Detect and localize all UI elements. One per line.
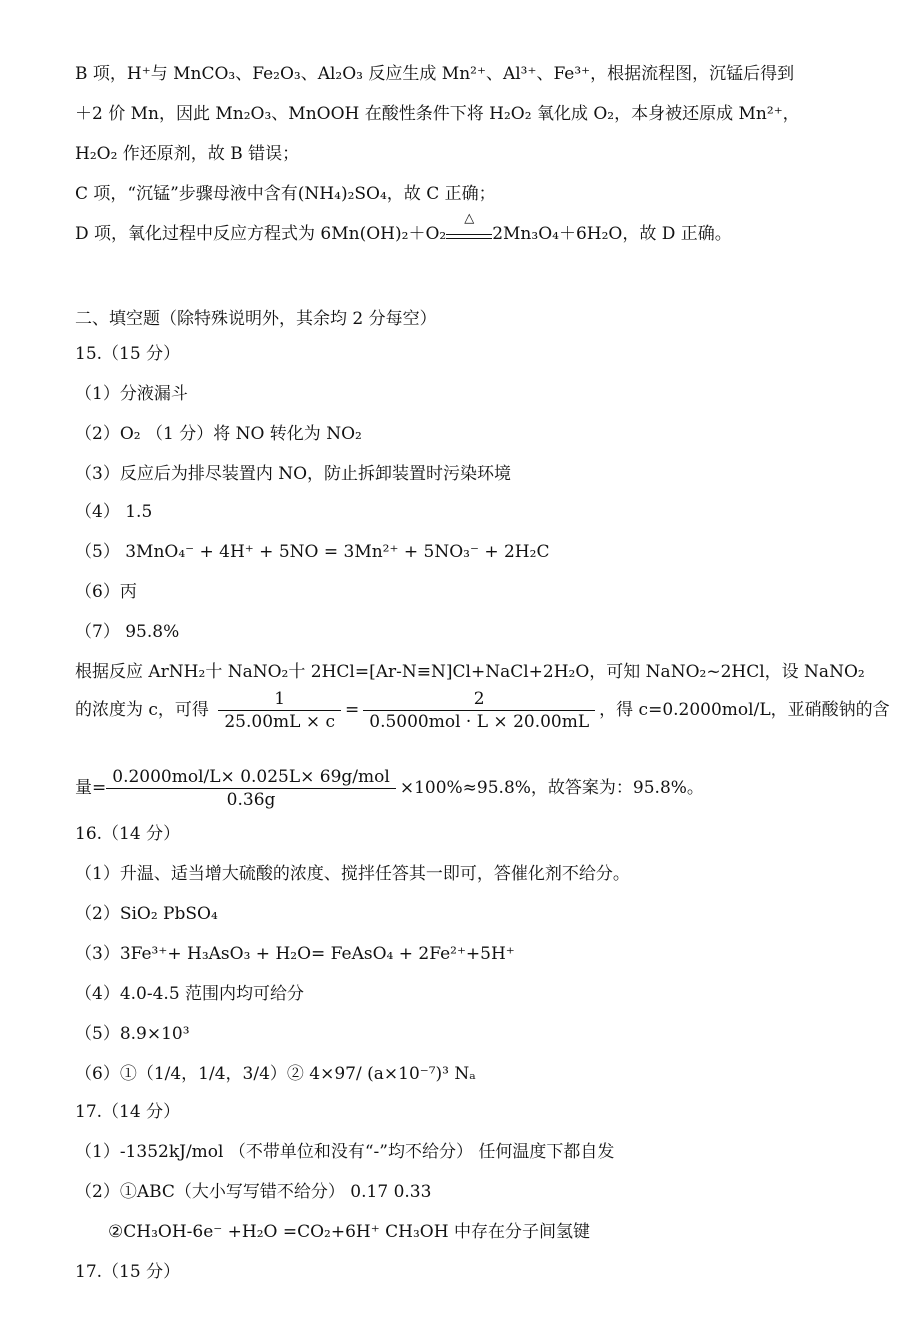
answer-line: （4）4.0-4.5 范围内均可给分 xyxy=(75,984,305,1004)
answer-line: （3）反应后为排尽装置内 NO，防止拆卸装置时污染环境 xyxy=(75,464,512,484)
explanation-text: 的浓度为 c，可得 xyxy=(75,700,209,720)
text-line: H₂O₂ 作还原剂，故 B 错误； xyxy=(75,144,300,164)
explanation-fraction-line xyxy=(75,764,840,812)
text-line: ＋2 价 Mn，因此 Mn₂O₃、MnOOH 在酸性条件下将 H₂O₂ 氧化成 O₂，本身被还原成 Mn²⁺， xyxy=(75,104,800,124)
answer-line: （3）3Fe³⁺+ H₃AsO₃ + H₂O= FeAsO₄ + 2Fe²⁺+5H⁺ xyxy=(75,944,515,964)
fraction xyxy=(106,766,396,811)
fraction-denominator: 25.00mL × c xyxy=(224,712,335,732)
answer-line: （6）丙 xyxy=(75,582,137,602)
equation-right: 2Mn₃O₄＋6H₂O，故 D 正确。 xyxy=(492,224,732,244)
question-heading: 15.（15 分） xyxy=(75,344,181,364)
answer-line: （1）升温、适当增大硫酸的浓度、搅拌任答其一即可，答催化剂不给分。 xyxy=(75,864,630,884)
answer-line: （2）O₂ （1 分）将 NO 转化为 NO₂ xyxy=(75,424,362,444)
equation-left: D 项，氧化过程中反应方程式为 6Mn(OH)₂＋O₂ xyxy=(75,224,447,244)
fraction xyxy=(363,688,595,733)
question-heading: 17.（15 分） xyxy=(75,1262,181,1282)
text-line: B 项，H⁺与 MnCO₃、Fe₂O₃、Al₂O₃ 反应生成 Mn²⁺、Al³⁺、Fe³⁺，根据流程图，沉锰后得到 xyxy=(75,64,795,84)
fraction-numerator: 0.2000mol/L× 0.025L× 69g/mol xyxy=(106,766,396,789)
fraction-denominator: 0.36g xyxy=(226,790,276,810)
heating-equals-sign xyxy=(446,211,492,239)
answer-line: （1）分液漏斗 xyxy=(75,384,188,404)
explanation-text: ×100%≈95.8%，故答案为：95.8%。 xyxy=(399,778,704,798)
heat-triangle-icon: △ xyxy=(464,211,475,226)
answer-line: （6）①（1/4，1/4，3/4）② 4×97/ (a×10⁻⁷)³ Nₐ xyxy=(75,1064,476,1084)
answer-line: （2）SiO₂ PbSO₄ xyxy=(75,904,218,924)
answer-line: （7） 95.8% xyxy=(75,622,180,642)
question-heading: 16.（14 分） xyxy=(75,824,181,844)
answer-line: （5） 3MnO₄⁻ + 4H⁺ + 5NO = 3Mn²⁺ + 5NO₃⁻ + 2H₂C xyxy=(75,542,550,562)
answer-line: （1）-1352kJ/mol （不带单位和没有“-”均不给分） 任何温度下都自发 xyxy=(75,1142,615,1162)
answer-line: ②CH₃OH-6e⁻ +H₂O =CO₂+6H⁺ CH₃OH 中存在分子间氢键 xyxy=(108,1222,590,1242)
fraction-numerator: 1 xyxy=(218,688,341,711)
section-heading: 二、填空题（除特殊说明外，其余均 2 分每空） xyxy=(75,309,437,329)
text-line: C 项，“沉锰”步骤母液中含有(NH₄)₂SO₄，故 C 正确； xyxy=(75,184,496,204)
answer-line: （4） 1.5 xyxy=(75,502,153,522)
question-heading: 17.（14 分） xyxy=(75,1102,181,1122)
fraction-denominator: 0.5000mol · L × 20.00mL xyxy=(369,712,590,732)
answer-line: （5）8.9×10³ xyxy=(75,1024,190,1044)
answer-line: （2）①ABC（大小写写错不给分） 0.17 0.33 xyxy=(75,1182,432,1202)
fraction-numerator: 2 xyxy=(363,688,595,711)
explanation-fraction-line: 的浓度为 c，可得 $\frac{1}{25.00mL \times c}$ = $\frac{2}{\text{0.5000mol · L × 20.00mL}}$ ，得 c=0.2000mol/L，亚硝酸钠的含 xyxy=(75,689,890,732)
equation-line xyxy=(75,211,840,246)
fraction xyxy=(218,688,341,733)
explanation-line: 根据反应 ArNH₂十 NaNO₂十 2HCl=[Ar-N≡N]Cl+NaCl+2H₂O，可知 NaNO₂~2HCl，设 NaNO₂ xyxy=(75,662,865,682)
explanation-text: ，得 c=0.2000mol/L，亚硝酸钠的含 xyxy=(599,700,890,720)
explanation-text: 量= xyxy=(75,778,107,798)
